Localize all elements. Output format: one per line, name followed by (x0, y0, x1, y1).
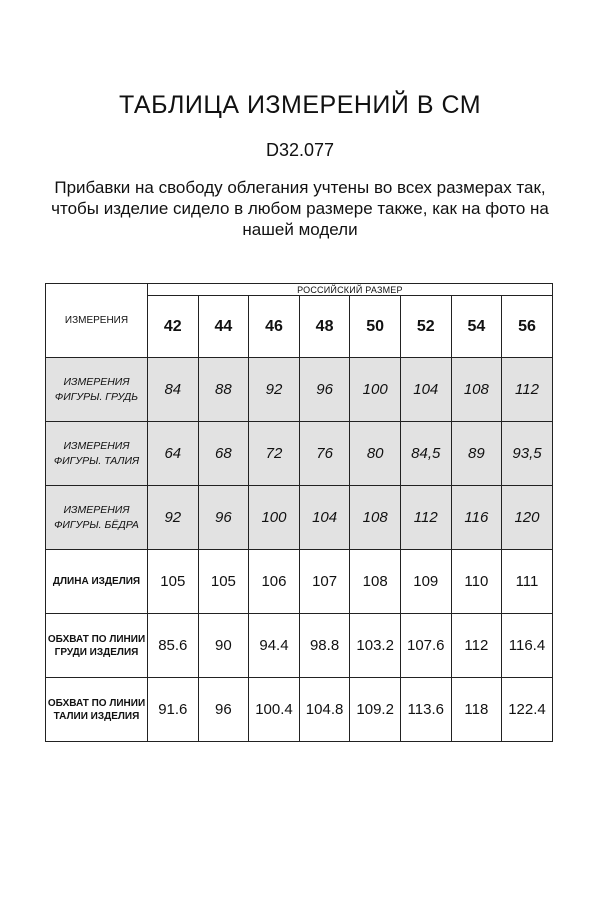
value-cell: 80 (350, 422, 401, 486)
value-cell: 72 (249, 422, 300, 486)
value-cell: 104 (299, 486, 350, 550)
table-row (46, 422, 553, 486)
table-row (46, 486, 553, 550)
row-label: ОБХВАТ ПО ЛИНИИ ГРУДИ ИЗДЕЛИЯ (46, 614, 148, 678)
value-cell: 76 (299, 422, 350, 486)
value-cell: 111 (502, 550, 553, 614)
value-cell: 92 (249, 358, 300, 422)
fit-note: Прибавки на свободу облегания учтены во всех размерах так, чтобы изделие сидело в любом размере также, как на фото на нашей модели (51, 178, 549, 239)
value-cell: 92 (148, 486, 199, 550)
value-cell: 91.6 (148, 678, 199, 742)
value-cell: 113.6 (400, 678, 451, 742)
value-cell: 104.8 (299, 678, 350, 742)
size-header-cell: 42 (148, 296, 199, 358)
value-cell: 96 (198, 486, 249, 550)
value-cell: 112 (502, 358, 553, 422)
table-row (46, 550, 553, 614)
russian-size-header: РОССИЙСКИЙ РАЗМЕР (148, 284, 553, 296)
size-header-cell: 50 (350, 296, 401, 358)
page-title: ТАБЛИЦА ИЗМЕРЕНИЙ В СМ (118, 91, 482, 119)
value-cell: 68 (198, 422, 249, 486)
row-label: ИЗМЕРЕНИЯ ФИГУРЫ. БЁДРА (46, 486, 148, 550)
value-cell: 84 (148, 358, 199, 422)
row-label: ДЛИНА ИЗДЕЛИЯ (46, 550, 148, 614)
value-cell: 108 (350, 486, 401, 550)
article-code: D32.077 (265, 140, 335, 160)
size-header-cell: 52 (400, 296, 451, 358)
value-cell: 100 (350, 358, 401, 422)
row-label: ИЗМЕРЕНИЯ ФИГУРЫ. ГРУДЬ (46, 358, 148, 422)
value-cell: 64 (148, 422, 199, 486)
value-cell: 89 (451, 422, 502, 486)
value-cell: 84,5 (400, 422, 451, 486)
size-chart-table (45, 283, 553, 742)
value-cell: 116 (451, 486, 502, 550)
size-header-cell: 54 (451, 296, 502, 358)
value-cell: 110 (451, 550, 502, 614)
value-cell: 112 (400, 486, 451, 550)
size-header-cell: 46 (249, 296, 300, 358)
value-cell: 96 (299, 358, 350, 422)
value-cell: 122.4 (502, 678, 553, 742)
value-cell: 105 (198, 550, 249, 614)
value-cell: 94.4 (249, 614, 300, 678)
value-cell: 100.4 (249, 678, 300, 742)
value-cell: 116.4 (502, 614, 553, 678)
value-cell: 108 (350, 550, 401, 614)
value-cell: 107.6 (400, 614, 451, 678)
value-cell: 107 (299, 550, 350, 614)
value-cell: 88 (198, 358, 249, 422)
row-label: ОБХВАТ ПО ЛИНИИ ТАЛИИ ИЗДЕЛИЯ (46, 678, 148, 742)
value-cell: 96 (198, 678, 249, 742)
value-cell: 112 (451, 614, 502, 678)
value-cell: 106 (249, 550, 300, 614)
value-cell: 100 (249, 486, 300, 550)
table-row (46, 358, 553, 422)
measurements-header: ИЗМЕРЕНИЯ (46, 284, 148, 358)
value-cell: 104 (400, 358, 451, 422)
value-cell: 120 (502, 486, 553, 550)
table-row (46, 614, 553, 678)
row-label: ИЗМЕРЕНИЯ ФИГУРЫ. ТАЛИЯ (46, 422, 148, 486)
value-cell: 98.8 (299, 614, 350, 678)
value-cell: 90 (198, 614, 249, 678)
value-cell: 108 (451, 358, 502, 422)
value-cell: 85.6 (148, 614, 199, 678)
value-cell: 93,5 (502, 422, 553, 486)
size-header-cell: 56 (502, 296, 553, 358)
value-cell: 109 (400, 550, 451, 614)
value-cell: 118 (451, 678, 502, 742)
value-cell: 103.2 (350, 614, 401, 678)
value-cell: 105 (148, 550, 199, 614)
size-header-cell: 44 (198, 296, 249, 358)
value-cell: 109.2 (350, 678, 401, 742)
table-row (46, 678, 553, 742)
size-header-cell: 48 (299, 296, 350, 358)
